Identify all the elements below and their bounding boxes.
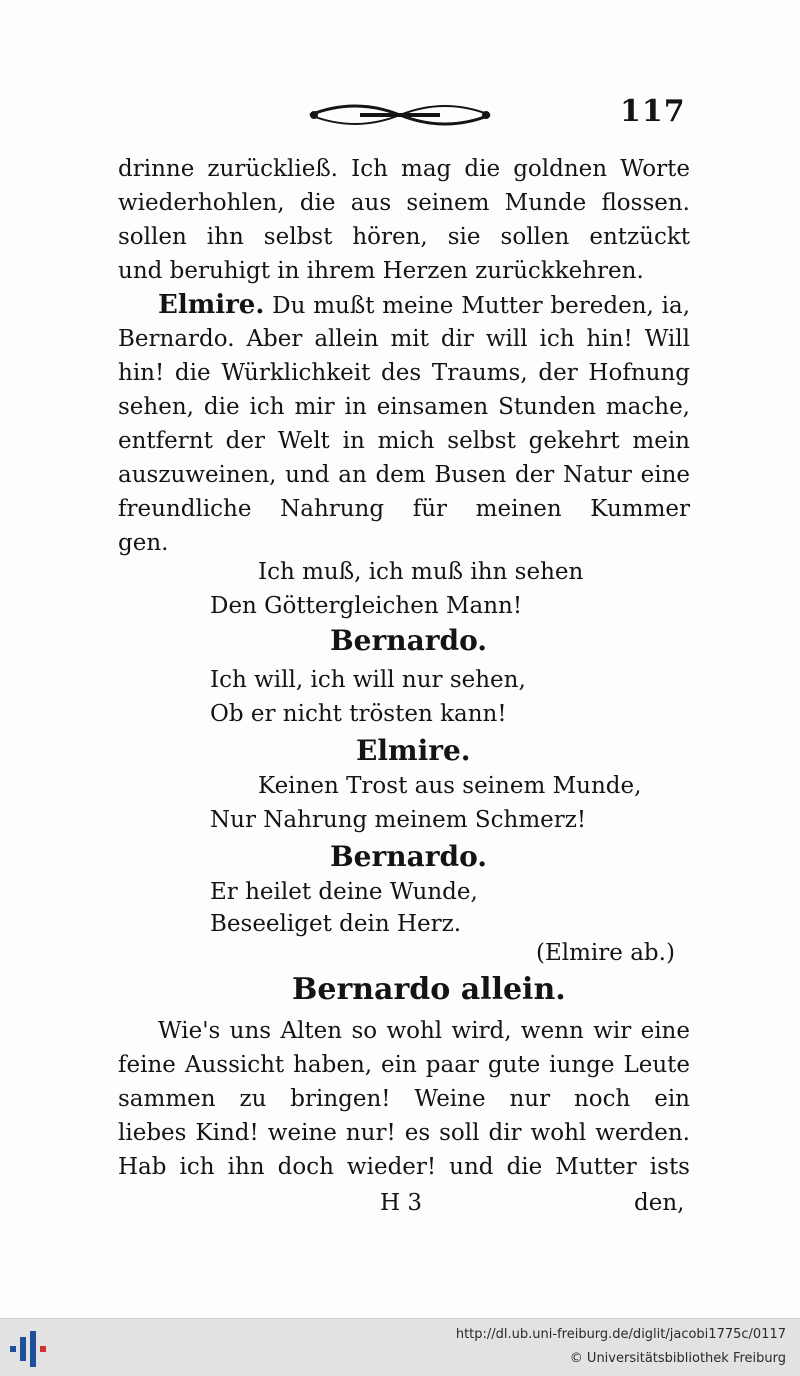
text-line: sammen zu bringen! Weine nur noch ein: [118, 1086, 690, 1112]
text-line: Bernardo. Aber allein mit dir will ich hin! Will: [118, 326, 690, 352]
verse-line: Ich will, ich will nur sehen,: [210, 667, 526, 693]
verse-line: Nur Nahrung meinem Schmerz!: [210, 807, 587, 833]
speaker-name: Elmire.: [158, 290, 265, 320]
footer-bar: [0, 1318, 800, 1376]
text-line: Hab ich ihn doch wieder! und die Mutter ists: [118, 1154, 690, 1180]
text-line: liebes Kind! weine nur! es soll dir wohl werden.: [118, 1120, 690, 1146]
catchword: den,: [634, 1190, 685, 1216]
page-number: 117: [620, 94, 686, 129]
text-line: drinne zurückließ. Ich mag die goldnen Worte: [118, 156, 690, 182]
scene-heading: Bernardo allein.: [292, 972, 566, 1007]
speaker-heading: Bernardo.: [330, 840, 487, 873]
text-line: entfernt der Welt in mich selbst gekehrt mein: [118, 428, 690, 454]
text-fragment: Du mußt meine Mutter bereden, ia,: [272, 293, 690, 319]
text-line: freundliche Nahrung für meinen Kummer: [118, 496, 690, 522]
speaker-heading: Elmire.: [356, 734, 471, 767]
stage-direction: (Elmire ab.): [536, 940, 675, 966]
signature-mark: H 3: [380, 1190, 423, 1216]
text-line: [118, 288, 690, 322]
text-line: sollen ihn selbst hören, sie sollen entzückt: [118, 224, 690, 250]
paragraph-3: [118, 1014, 690, 1184]
text-line: hin! die Würklichkeit des Traums, der Hofnung: [118, 360, 690, 386]
verse-line: Ob er nicht trösten kann!: [210, 701, 507, 727]
text-line: auszuweinen, und an dem Busen der Natur eine: [118, 462, 690, 488]
text-line: feine Aussicht haben, ein paar gute iunge Leute: [118, 1052, 690, 1078]
verse-line: Ich muß, ich muß ihn sehen: [258, 559, 584, 585]
speaker-heading: Bernardo.: [330, 624, 487, 657]
paragraph-2: [118, 288, 690, 560]
text-line: wiederhohlen, die aus seinem Munde flossen.: [118, 190, 690, 216]
ornament-rule: [300, 98, 500, 132]
text-line: und beruhigt in ihrem Herzen zurückkehren.: [118, 258, 644, 284]
paragraph-1: [118, 152, 690, 288]
verse-line: Keinen Trost aus seinem Munde,: [258, 773, 642, 799]
source-url-link[interactable]: http://dl.ub.uni-freiburg.de/diglit/jacobi1775c/0117: [455, 1327, 786, 1342]
library-logo-icon: [8, 1329, 52, 1369]
verse-line: Beseeliget dein Herz.: [210, 911, 462, 937]
text-line: gen.: [118, 530, 169, 556]
text-line: Wie's uns Alten so wohl wird, wenn wir eine: [158, 1018, 690, 1044]
copyright-notice: © Universitätsbibliothek Freiburg: [569, 1351, 786, 1366]
text-line: sehen, die ich mir in einsamen Stunden mache,: [118, 394, 690, 420]
verse-line: Den Göttergleichen Mann!: [210, 593, 523, 619]
verse-line: Er heilet deine Wunde,: [210, 879, 478, 905]
